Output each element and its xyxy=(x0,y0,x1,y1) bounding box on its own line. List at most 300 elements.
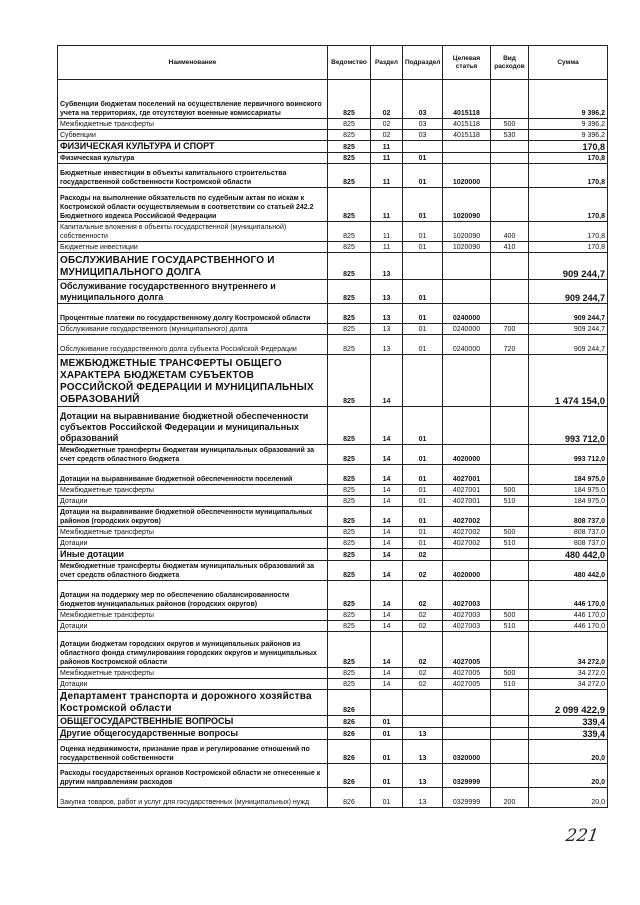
row-expense-type: 500 xyxy=(491,527,529,538)
row-expense-type xyxy=(491,407,529,445)
row-section: 13 xyxy=(371,335,403,355)
row-target-article: 0240000 xyxy=(443,304,491,324)
row-name: Другие общегосударственные вопросы xyxy=(58,728,328,740)
row-expense-type xyxy=(491,188,529,222)
row-amount: 170,8 xyxy=(529,222,608,242)
row-department: 826 xyxy=(328,788,371,808)
row-department: 825 xyxy=(328,668,371,679)
row-department: 825 xyxy=(328,496,371,507)
row-target-article: 4027003 xyxy=(443,581,491,610)
row-name: Закупка товаров, работ и услуг для государственных (муниципальных) нужд xyxy=(58,788,328,808)
row-subsection: 01 xyxy=(403,527,443,538)
row-amount: 2 099 422,9 xyxy=(529,690,608,716)
row-target-article xyxy=(443,141,491,153)
row-department: 825 xyxy=(328,188,371,222)
row-subsection: 01 xyxy=(403,304,443,324)
row-expense-type xyxy=(491,728,529,740)
row-target-article xyxy=(443,153,491,164)
row-target-article: 0240000 xyxy=(443,335,491,355)
row-section: 14 xyxy=(371,610,403,621)
row-target-article: 4027001 xyxy=(443,485,491,496)
row-subsection: 02 xyxy=(403,632,443,668)
row-expense-type xyxy=(491,304,529,324)
row-department: 825 xyxy=(328,164,371,188)
row-subsection: 01 xyxy=(403,407,443,445)
table-row xyxy=(58,130,608,141)
row-expense-type: 500 xyxy=(491,485,529,496)
row-subsection xyxy=(403,690,443,716)
row-section: 14 xyxy=(371,485,403,496)
row-target-article xyxy=(443,728,491,740)
row-expense-type: 510 xyxy=(491,496,529,507)
row-department: 825 xyxy=(328,445,371,465)
row-department: 825 xyxy=(328,507,371,527)
row-expense-type: 510 xyxy=(491,679,529,690)
row-expense-type xyxy=(491,445,529,465)
row-name: ОБСЛУЖИВАНИЕ ГОСУДАРСТВЕННОГО И МУНИЦИПАЛЬНОГО ДОЛГА xyxy=(58,253,328,280)
row-amount: 909 244,7 xyxy=(529,253,608,280)
table-row xyxy=(58,119,608,130)
row-amount: 993 712,0 xyxy=(529,445,608,465)
table-row xyxy=(58,153,608,164)
row-target-article xyxy=(443,549,491,561)
row-subsection xyxy=(403,141,443,153)
row-amount: 808 737,0 xyxy=(529,507,608,527)
row-amount: 446 170,0 xyxy=(529,610,608,621)
row-expense-type: 500 xyxy=(491,668,529,679)
row-section: 14 xyxy=(371,549,403,561)
row-amount: 808 737,0 xyxy=(529,527,608,538)
row-expense-type: 410 xyxy=(491,242,529,253)
row-amount: 170,8 xyxy=(529,141,608,153)
row-target-article: 0320000 xyxy=(443,740,491,764)
row-expense-type: 500 xyxy=(491,119,529,130)
row-department: 825 xyxy=(328,141,371,153)
row-section: 14 xyxy=(371,561,403,581)
row-subsection: 13 xyxy=(403,740,443,764)
row-expense-type: 500 xyxy=(491,610,529,621)
row-subsection: 02 xyxy=(403,549,443,561)
row-expense-type xyxy=(491,253,529,280)
table-row xyxy=(58,728,608,740)
row-section: 02 xyxy=(371,130,403,141)
table-row xyxy=(58,538,608,549)
row-amount: 184 975,0 xyxy=(529,465,608,485)
row-expense-type xyxy=(491,549,529,561)
table-row xyxy=(58,465,608,485)
table-row xyxy=(58,764,608,788)
row-name: Процентные платежи по государственному долгу Костромской области xyxy=(58,304,328,324)
row-amount: 170,8 xyxy=(529,153,608,164)
row-name: Дотации на выравнивание бюджетной обеспеченности субъектов Российской Федерации и муниципальных образований xyxy=(58,407,328,445)
table-body xyxy=(58,80,608,808)
row-amount: 34 272,0 xyxy=(529,679,608,690)
row-subsection xyxy=(403,253,443,280)
row-name: Расходы на выполнение обязательств по судебным актам по искам к Костромской области осуществляемым в соответствии со статьей 242.2 Бюджетного кодекса Российской Федерации xyxy=(58,188,328,222)
row-name: Обслуживание государственного долга субъекта Российской Федерации xyxy=(58,335,328,355)
row-department: 826 xyxy=(328,728,371,740)
row-subsection: 13 xyxy=(403,788,443,808)
row-department: 825 xyxy=(328,335,371,355)
row-subsection: 01 xyxy=(403,507,443,527)
row-target-article: 4015118 xyxy=(443,80,491,119)
row-section xyxy=(371,690,403,716)
row-expense-type xyxy=(491,581,529,610)
row-department: 825 xyxy=(328,621,371,632)
row-name: МЕЖБЮДЖЕТНЫЕ ТРАНСФЕРТЫ ОБЩЕГО ХАРАКТЕРА БЮДЖЕТАМ СУБЪЕКТОВ РОССИЙСКОЙ ФЕДЕРАЦИИ И МУНИЦИПАЛЬНЫХ ОБРАЗОВАНИЙ xyxy=(58,355,328,407)
row-name: Межбюджетные трансферты xyxy=(58,485,328,496)
table-row xyxy=(58,632,608,668)
row-expense-type: 720 xyxy=(491,335,529,355)
row-expense-type: 530 xyxy=(491,130,529,141)
row-target-article: 4027003 xyxy=(443,621,491,632)
row-expense-type xyxy=(491,764,529,788)
row-subsection xyxy=(403,716,443,728)
row-target-article: 4027002 xyxy=(443,527,491,538)
row-department: 825 xyxy=(328,538,371,549)
row-name: Дотации на поддержку мер по обеспечению сбалансированности бюджетов муниципальных районов (городских округов) xyxy=(58,581,328,610)
row-department: 825 xyxy=(328,242,371,253)
table-row xyxy=(58,581,608,610)
table-row xyxy=(58,485,608,496)
row-department: 826 xyxy=(328,716,371,728)
row-expense-type xyxy=(491,507,529,527)
table-row xyxy=(58,668,608,679)
row-amount: 446 170,0 xyxy=(529,581,608,610)
table-row xyxy=(58,788,608,808)
row-target-article: 0329999 xyxy=(443,764,491,788)
row-target-article: 4027005 xyxy=(443,632,491,668)
row-name: Межбюджетные трансферты xyxy=(58,610,328,621)
row-section: 11 xyxy=(371,164,403,188)
row-target-article: 4020000 xyxy=(443,445,491,465)
row-section: 14 xyxy=(371,527,403,538)
row-target-article xyxy=(443,280,491,304)
row-department: 825 xyxy=(328,253,371,280)
row-expense-type xyxy=(491,141,529,153)
row-amount: 339,4 xyxy=(529,716,608,728)
row-section: 11 xyxy=(371,242,403,253)
row-department: 825 xyxy=(328,465,371,485)
row-name: Обслуживание государственного внутреннего и муниципального долга xyxy=(58,280,328,304)
row-target-article xyxy=(443,253,491,280)
table-row xyxy=(58,304,608,324)
row-department: 825 xyxy=(328,355,371,407)
row-expense-type: 700 xyxy=(491,324,529,335)
table-row xyxy=(58,280,608,304)
row-name: ФИЗИЧЕСКАЯ КУЛЬТУРА И СПОРТ xyxy=(58,141,328,153)
row-name: Межбюджетные трансферты xyxy=(58,527,328,538)
row-subsection: 02 xyxy=(403,679,443,690)
row-name: Дотации xyxy=(58,679,328,690)
row-amount: 170,8 xyxy=(529,164,608,188)
row-expense-type xyxy=(491,632,529,668)
row-name: Бюджетные инвестиции xyxy=(58,242,328,253)
row-expense-type xyxy=(491,465,529,485)
row-name: Дотации на выравнивание бюджетной обеспеченности муниципальных районов (городских округов) xyxy=(58,507,328,527)
row-section: 11 xyxy=(371,188,403,222)
row-amount: 9 396,2 xyxy=(529,80,608,119)
row-department: 825 xyxy=(328,280,371,304)
row-subsection: 03 xyxy=(403,119,443,130)
row-department: 825 xyxy=(328,549,371,561)
row-amount: 993 712,0 xyxy=(529,407,608,445)
row-subsection: 03 xyxy=(403,80,443,119)
row-subsection: 01 xyxy=(403,222,443,242)
row-target-article: 1020000 xyxy=(443,164,491,188)
row-name: Дотации xyxy=(58,538,328,549)
row-amount: 34 272,0 xyxy=(529,668,608,679)
row-department: 825 xyxy=(328,407,371,445)
row-target-article: 1020090 xyxy=(443,222,491,242)
row-name: Межбюджетные трансферты бюджетам муниципальных образований за счет средств областного бюджета xyxy=(58,561,328,581)
table-row xyxy=(58,621,608,632)
row-amount: 170,8 xyxy=(529,188,608,222)
table-row xyxy=(58,141,608,153)
row-name: Департамент транспорта и дорожного хозяйства Костромской области xyxy=(58,690,328,716)
row-name: Оценка недвижимости, признание прав и регулирование отношений по государственной собственности xyxy=(58,740,328,764)
row-target-article: 4027005 xyxy=(443,679,491,690)
row-amount: 909 244,7 xyxy=(529,280,608,304)
table-row xyxy=(58,445,608,465)
row-amount: 909 244,7 xyxy=(529,324,608,335)
row-subsection: 01 xyxy=(403,242,443,253)
row-section: 02 xyxy=(371,119,403,130)
row-expense-type: 200 xyxy=(491,788,529,808)
row-target-article: 4015118 xyxy=(443,130,491,141)
table-row xyxy=(58,242,608,253)
header-expense-type: Вид расходов xyxy=(491,46,529,80)
row-amount: 480 442,0 xyxy=(529,549,608,561)
row-target-article xyxy=(443,690,491,716)
row-department: 825 xyxy=(328,119,371,130)
table-row xyxy=(58,561,608,581)
row-department: 825 xyxy=(328,679,371,690)
row-section: 14 xyxy=(371,668,403,679)
row-amount: 446 170,0 xyxy=(529,621,608,632)
row-name: Дотации бюджетам городских округов и муниципальных районов из областного фонда стимулирования городских округов и муниципальных районов Костромской области xyxy=(58,632,328,668)
row-target-article: 1020090 xyxy=(443,242,491,253)
row-section: 14 xyxy=(371,679,403,690)
row-section: 13 xyxy=(371,280,403,304)
row-section: 01 xyxy=(371,788,403,808)
row-subsection: 02 xyxy=(403,621,443,632)
row-department: 826 xyxy=(328,690,371,716)
row-section: 14 xyxy=(371,538,403,549)
row-amount: 808 737,0 xyxy=(529,538,608,549)
header-amount: Сумма xyxy=(529,46,608,80)
row-target-article xyxy=(443,407,491,445)
row-subsection xyxy=(403,355,443,407)
row-subsection: 01 xyxy=(403,538,443,549)
row-name: Капитальные вложения в объекты государственной (муниципальной) собственности xyxy=(58,222,328,242)
table-row xyxy=(58,527,608,538)
row-name: Дотации xyxy=(58,621,328,632)
row-amount: 170,8 xyxy=(529,242,608,253)
row-target-article: 4027002 xyxy=(443,507,491,527)
row-expense-type: 510 xyxy=(491,538,529,549)
row-department: 825 xyxy=(328,222,371,242)
row-amount: 9 396,2 xyxy=(529,119,608,130)
row-name: Межбюджетные трансферты xyxy=(58,668,328,679)
row-name: Дотации xyxy=(58,496,328,507)
row-expense-type xyxy=(491,561,529,581)
row-section: 01 xyxy=(371,764,403,788)
row-section: 01 xyxy=(371,716,403,728)
row-section: 14 xyxy=(371,445,403,465)
row-amount: 20,0 xyxy=(529,788,608,808)
row-department: 825 xyxy=(328,324,371,335)
table-row xyxy=(58,716,608,728)
row-subsection: 01 xyxy=(403,485,443,496)
row-expense-type xyxy=(491,153,529,164)
row-subsection: 01 xyxy=(403,465,443,485)
row-department: 825 xyxy=(328,610,371,621)
row-department: 825 xyxy=(328,581,371,610)
row-name: Физическая культура xyxy=(58,153,328,164)
row-subsection: 01 xyxy=(403,496,443,507)
header-target-article: Целевая статья xyxy=(443,46,491,80)
row-section: 11 xyxy=(371,222,403,242)
row-section: 14 xyxy=(371,407,403,445)
row-expense-type xyxy=(491,716,529,728)
row-name: Межбюджетные трансферты бюджетам муниципальных образований за счет средств областного бюджета xyxy=(58,445,328,465)
row-target-article: 0240000 xyxy=(443,324,491,335)
row-name: Субвенции xyxy=(58,130,328,141)
row-section: 11 xyxy=(371,141,403,153)
row-amount: 1 474 154,0 xyxy=(529,355,608,407)
header-department: Ведомство xyxy=(328,46,371,80)
row-department: 825 xyxy=(328,561,371,581)
row-name: Расходы государственных органов Костромской области не отнесенные к другим направлениям расходов xyxy=(58,764,328,788)
table-row xyxy=(58,188,608,222)
row-target-article xyxy=(443,355,491,407)
budget-table xyxy=(57,45,608,808)
table-row xyxy=(58,496,608,507)
row-section: 14 xyxy=(371,581,403,610)
row-amount: 184 975,0 xyxy=(529,485,608,496)
row-subsection: 02 xyxy=(403,581,443,610)
table-row xyxy=(58,549,608,561)
row-amount: 9 396,2 xyxy=(529,130,608,141)
table-header-row xyxy=(58,46,608,80)
row-expense-type xyxy=(491,164,529,188)
table-row xyxy=(58,253,608,280)
row-department: 825 xyxy=(328,632,371,668)
row-amount: 480 442,0 xyxy=(529,561,608,581)
row-expense-type: 400 xyxy=(491,222,529,242)
row-name: Обслуживание государственного (муниципального) долга xyxy=(58,324,328,335)
row-department: 825 xyxy=(328,485,371,496)
row-section: 14 xyxy=(371,621,403,632)
table-row xyxy=(58,324,608,335)
row-section: 14 xyxy=(371,465,403,485)
row-name: Бюджетные инвестиции в объекты капитального строительства государственной собственности Костромской области xyxy=(58,164,328,188)
row-subsection: 13 xyxy=(403,728,443,740)
row-amount: 909 244,7 xyxy=(529,335,608,355)
row-expense-type xyxy=(491,690,529,716)
row-department: 826 xyxy=(328,764,371,788)
row-section: 11 xyxy=(371,153,403,164)
row-target-article: 4027001 xyxy=(443,465,491,485)
table-row xyxy=(58,679,608,690)
header-subsection: Подраздел xyxy=(403,46,443,80)
row-section: 01 xyxy=(371,740,403,764)
row-name: Дотации на выравнивание бюджетной обеспеченности поселений xyxy=(58,465,328,485)
row-amount: 20,0 xyxy=(529,764,608,788)
row-target-article: 4027003 xyxy=(443,610,491,621)
row-section: 13 xyxy=(371,253,403,280)
row-amount: 20,0 xyxy=(529,740,608,764)
row-target-article: 4020000 xyxy=(443,561,491,581)
row-expense-type: 510 xyxy=(491,621,529,632)
row-target-article: 1020090 xyxy=(443,188,491,222)
row-section: 14 xyxy=(371,355,403,407)
row-target-article: 4015118 xyxy=(443,119,491,130)
row-target-article: 0329999 xyxy=(443,788,491,808)
row-section: 13 xyxy=(371,324,403,335)
row-amount: 184 975,0 xyxy=(529,496,608,507)
row-subsection: 03 xyxy=(403,130,443,141)
row-target-article: 4027001 xyxy=(443,496,491,507)
row-target-article: 4027002 xyxy=(443,538,491,549)
row-subsection: 01 xyxy=(403,188,443,222)
row-expense-type xyxy=(491,80,529,119)
row-department: 825 xyxy=(328,527,371,538)
row-subsection: 01 xyxy=(403,324,443,335)
row-expense-type xyxy=(491,355,529,407)
row-subsection: 02 xyxy=(403,668,443,679)
row-department: 825 xyxy=(328,304,371,324)
table-row xyxy=(58,610,608,621)
row-name: Иные дотации xyxy=(58,549,328,561)
table-row xyxy=(58,740,608,764)
row-department: 826 xyxy=(328,740,371,764)
row-subsection: 01 xyxy=(403,164,443,188)
row-section: 14 xyxy=(371,507,403,527)
table-row xyxy=(58,80,608,119)
row-subsection: 02 xyxy=(403,610,443,621)
row-section: 02 xyxy=(371,80,403,119)
row-section: 13 xyxy=(371,304,403,324)
table-row xyxy=(58,507,608,527)
row-subsection: 13 xyxy=(403,764,443,788)
row-subsection: 01 xyxy=(403,280,443,304)
row-section: 14 xyxy=(371,496,403,507)
row-section: 01 xyxy=(371,728,403,740)
row-name: Субвенции бюджетам поселений на осуществление первичного воинского учета на территориях, где отсутствуют военные комиссариаты xyxy=(58,80,328,119)
table-row xyxy=(58,164,608,188)
row-department: 825 xyxy=(328,130,371,141)
row-name: Межбюджетные трансферты xyxy=(58,119,328,130)
row-subsection: 01 xyxy=(403,153,443,164)
row-subsection: 02 xyxy=(403,561,443,581)
header-name: Наименование xyxy=(58,46,328,80)
row-department: 825 xyxy=(328,153,371,164)
row-subsection: 01 xyxy=(403,335,443,355)
table-row xyxy=(58,222,608,242)
row-amount: 909 244,7 xyxy=(529,304,608,324)
row-name: ОБЩЕГОСУДАРСТВЕННЫЕ ВОПРОСЫ xyxy=(58,716,328,728)
row-amount: 339,4 xyxy=(529,728,608,740)
row-target-article xyxy=(443,716,491,728)
row-target-article: 4027005 xyxy=(443,668,491,679)
row-section: 14 xyxy=(371,632,403,668)
table-row xyxy=(58,690,608,716)
row-expense-type xyxy=(491,280,529,304)
row-department: 825 xyxy=(328,80,371,119)
table-row xyxy=(58,335,608,355)
